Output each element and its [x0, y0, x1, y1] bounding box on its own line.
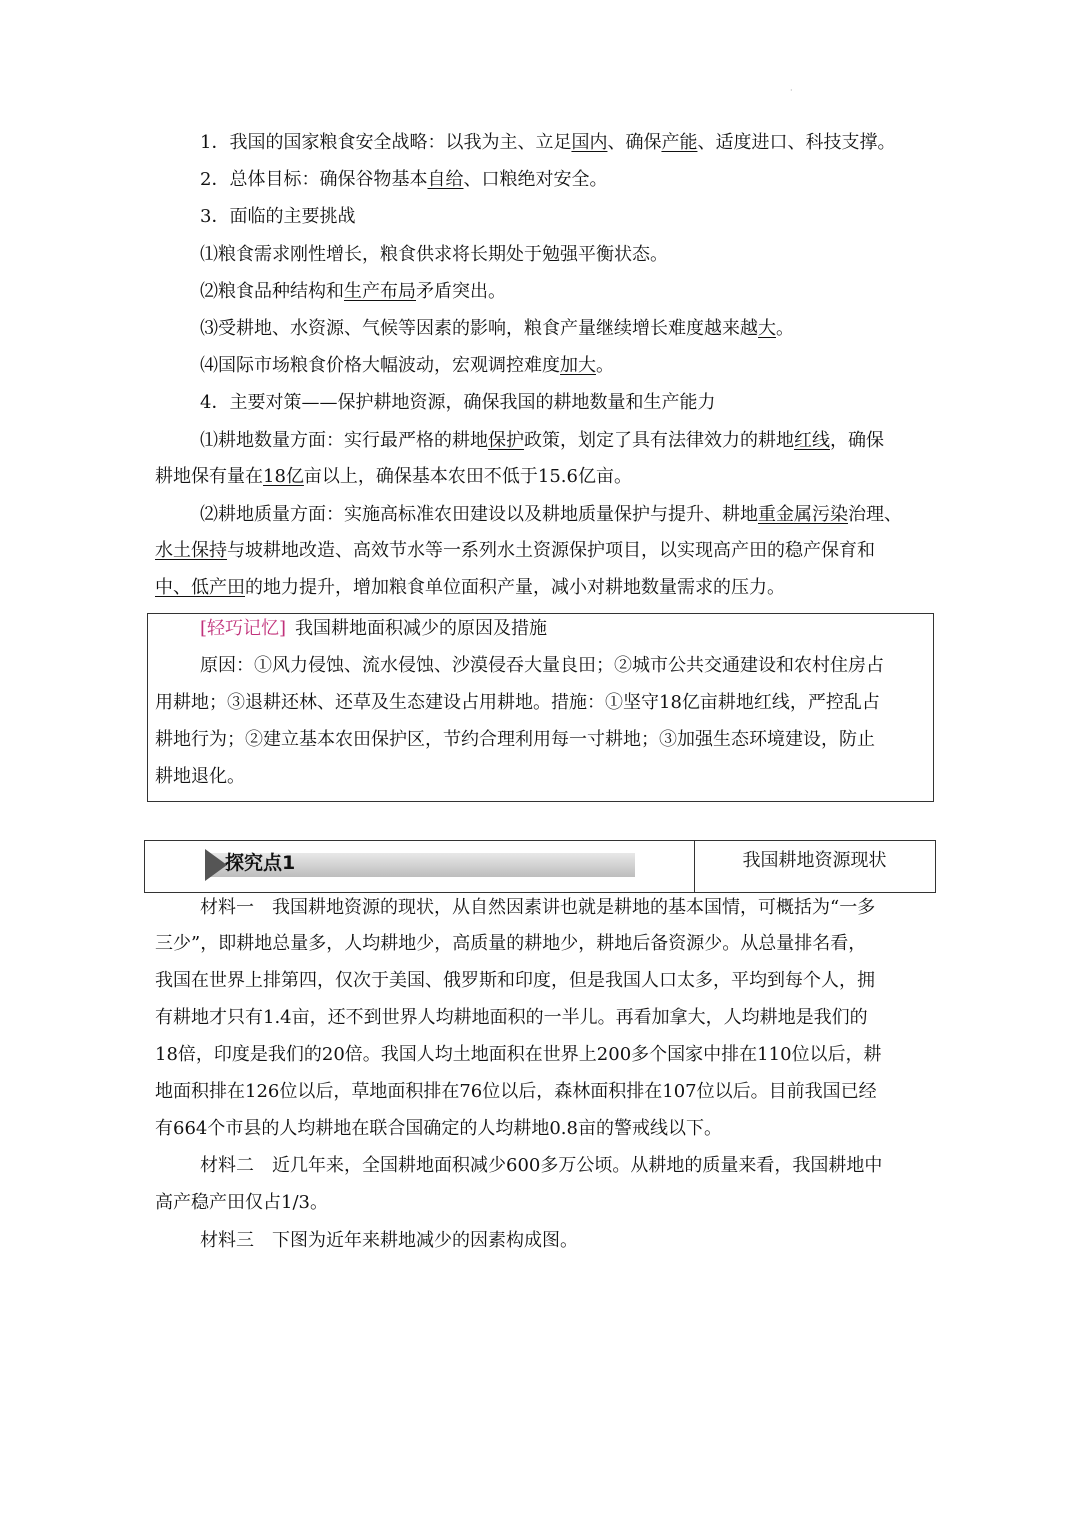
text: 矛盾突出。 — [416, 281, 506, 302]
text: 2．总体目标：确保谷物基本 — [200, 169, 428, 190]
material-line: 材料一 我国耕地资源的现状，从自然因素讲也就是耕地的基本国情，可概括为“一多 — [200, 897, 876, 918]
answer-underline: 大 — [758, 318, 776, 339]
answer-underline: 产能 — [661, 132, 698, 153]
answer-underline: 保护 — [488, 430, 524, 451]
memory-label: [轻巧记忆] — [200, 618, 287, 639]
point-3-4 — [200, 354, 614, 378]
answer-underline: 18亿 — [263, 466, 304, 487]
point-4-2-line2 — [155, 539, 875, 563]
text: ⑷国际市场粮食价格大幅波动，宏观调控难度 — [200, 355, 560, 376]
point-4-1-line2 — [155, 465, 632, 489]
answer-underline: 重金属污染 — [758, 504, 848, 525]
text: 、适度进口、科技支撑。 — [697, 132, 896, 153]
answer-underline: 红线 — [794, 430, 830, 451]
text: 。 — [776, 318, 794, 339]
material-line: 高产稳产田仅占1/3。 — [155, 1192, 328, 1213]
text: 耕地保有量在 — [155, 466, 263, 487]
material-line: 材料二 近几年来，全国耕地面积减少600多万公顷。从耕地的质量来看，我国耕地中 — [200, 1155, 883, 1176]
text: 的地力提升，增加粮食单位面积产量，减小对耕地数量需求的压力。 — [245, 577, 785, 598]
memory-line: 用耕地；③退耕还林、还草及生态建设占用耕地。措施：①坚守18亿亩耕地红线，严控乱占 — [155, 692, 880, 713]
point-2 — [200, 168, 607, 192]
answer-underline: 水土保持 — [155, 540, 227, 561]
material-line: 材料三 下图为近年来耕地减少的因素构成图。 — [200, 1230, 578, 1251]
memory-line: 耕地行为；②建立基本农田保护区，节约合理利用每一寸耕地；③加强生态环境建设，防止 — [155, 729, 875, 750]
text: 亩以上，确保基本农田不低于15.6亿亩。 — [303, 466, 632, 487]
point-4: 4．主要对策——保护耕地资源，确保我国的耕地数量和生产能力 — [200, 392, 716, 413]
point-4-2-line1 — [200, 503, 902, 527]
text: ⑵粮食品种结构和 — [200, 281, 344, 302]
point-1 — [200, 131, 895, 155]
text: ⑴耕地数量方面：实行最严格的耕地 — [200, 430, 488, 451]
text: 、确保 — [607, 132, 662, 153]
material-line: 我国在世界上排第四，仅次于美国、俄罗斯和印度，但是我国人口太多，平均到每个人，拥 — [155, 970, 875, 991]
section-topic: 我国耕地资源现状 — [742, 850, 887, 871]
memory-line: 原因：①风力侵蚀、流水侵蚀、沙漠侵吞大量良田；②城市公共交通建设和农村住房占 — [200, 655, 884, 676]
point-3-1: ⑴粮食需求刚性增长，粮食供求将长期处于勉强平衡状态。 — [200, 244, 668, 265]
point-3-3 — [200, 317, 794, 341]
point-4-2-line3 — [155, 576, 785, 600]
text: ，确保 — [830, 430, 884, 451]
text: 政策，划定了具有法律效力的耕地 — [524, 430, 794, 451]
answer-underline: 生产布局 — [344, 281, 416, 302]
material-line: 有耕地才只有1.4亩，还不到世界人均耕地面积的一半儿。再看加拿大，人均耕地是我们的 — [155, 1007, 868, 1028]
point-3-2 — [200, 280, 506, 304]
answer-underline: 中、低产田 — [155, 577, 245, 598]
text: 。 — [596, 355, 614, 376]
material-line: 三少”，即耕地总量多，人均耕地少，高质量的耕地少，耕地后备资源少。从总量排名看， — [155, 933, 867, 954]
header-triangle-icon — [205, 849, 227, 881]
text: 与坡耕地改造、高效节水等一系列水土资源保护项目，以实现高产田的稳产保育和 — [227, 540, 875, 561]
section-title: 探究点1 — [225, 852, 296, 874]
text: 治理、 — [848, 504, 902, 525]
text: ⑶受耕地、水资源、气候等因素的影响，粮食产量继续增长难度越来越 — [200, 318, 758, 339]
point-4-1-line1 — [200, 429, 884, 453]
memory-line: 耕地退化。 — [155, 766, 245, 787]
stray-dot: · — [790, 86, 793, 95]
text: 、口粮绝对安全。 — [463, 169, 608, 190]
material-line: 地面积排在126位以后，草地面积排在76位以后，森林面积排在107位以后。目前我国已经 — [155, 1081, 877, 1102]
material-line: 有664个市县的人均耕地在联合国确定的人均耕地0.8亩的警戒线以下。 — [155, 1118, 722, 1139]
answer-underline: 国内 — [571, 132, 608, 153]
text: 1．我国的国家粮食安全战略：以我为主、立足 — [200, 132, 572, 153]
text: ⑵耕地质量方面：实施高标准农田建设以及耕地质量保护与提升、耕地 — [200, 504, 758, 525]
point-3: 3．面临的主要挑战 — [200, 206, 356, 227]
answer-underline: 自给 — [427, 169, 464, 190]
answer-underline: 加大 — [560, 355, 596, 376]
memory-box-header — [200, 617, 547, 641]
memory-title: 我国耕地面积减少的原因及措施 — [295, 618, 548, 639]
material-line: 18倍，印度是我们的20倍。我国人均土地面积在世界上200多个国家中排在110位以后，耕 — [155, 1044, 882, 1065]
section-header-bar — [144, 840, 936, 893]
